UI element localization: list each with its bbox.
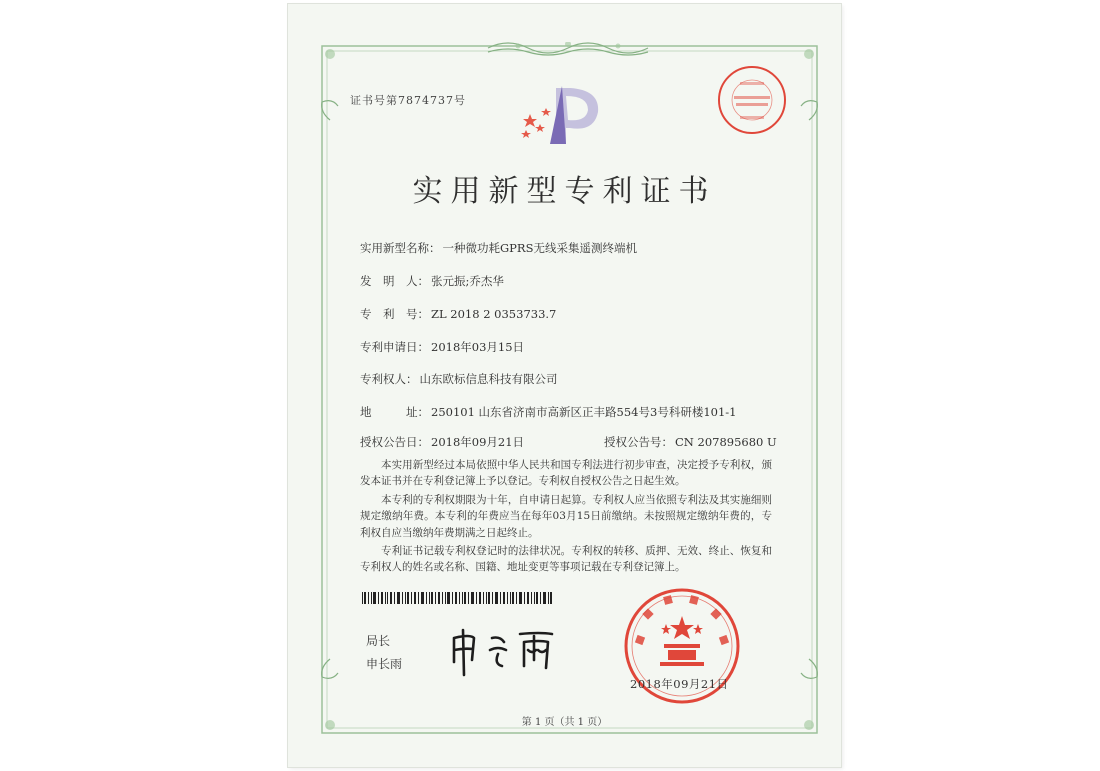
field-value: 2018年03月15日 bbox=[431, 340, 525, 354]
patent-office-logo-icon bbox=[516, 82, 608, 148]
inventor-row bbox=[360, 273, 504, 289]
utility-model-name-row bbox=[360, 240, 637, 256]
handwritten-signature-icon bbox=[440, 620, 570, 680]
application-date-row bbox=[360, 339, 524, 355]
page-number: 第 1 页（共 1 页） bbox=[521, 717, 608, 728]
field-label: 发 明 人： bbox=[360, 274, 429, 288]
body-paragraph: 专利证书记载专利权登记时的法律状况。专利权的转移、质押、无效、终止、恢复和专利权人的姓名或名称、国籍、地址变更等事项记载在专利登记簿上。 bbox=[360, 545, 772, 574]
signatory-name: 申长雨 bbox=[366, 657, 403, 671]
field-label: 授权公告号： bbox=[604, 435, 673, 449]
certificate-number: 证书号第7874737号 bbox=[350, 94, 466, 107]
address-row bbox=[360, 404, 736, 420]
barcode-icon bbox=[362, 592, 552, 604]
field-label: 地 址： bbox=[360, 405, 429, 419]
field-value: 张元振;乔杰华 bbox=[431, 274, 504, 288]
field-value: 山东欧标信息科技有限公司 bbox=[419, 372, 558, 386]
field-value: 2018年09月21日 bbox=[431, 435, 525, 449]
field-value: CN 207895680 U bbox=[675, 435, 777, 449]
seal-date: 2018年09月21日 bbox=[630, 677, 729, 691]
field-label: 专 利 号： bbox=[360, 307, 429, 321]
page-title: 实用新型专利证书 bbox=[412, 174, 717, 209]
announcement-number-row bbox=[604, 434, 777, 450]
agency-stamp-icon bbox=[716, 64, 788, 136]
signatory-title: 局长 bbox=[366, 634, 391, 648]
patent-number-row bbox=[360, 306, 556, 322]
field-value: 250101 山东省济南市高新区正丰路554号3号科研楼101-1 bbox=[431, 405, 737, 419]
field-label: 实用新型名称： bbox=[360, 241, 441, 255]
announcement-date-row bbox=[360, 434, 524, 450]
field-value: 一种微功耗GPRS无线采集遥测终端机 bbox=[442, 241, 637, 255]
field-value: ZL 2018 2 0353733.7 bbox=[431, 307, 557, 321]
patentee-row bbox=[360, 371, 558, 387]
field-label: 授权公告日： bbox=[360, 435, 429, 449]
field-label: 专利申请日： bbox=[360, 340, 429, 354]
field-label: 专利权人： bbox=[360, 372, 418, 386]
body-paragraph: 本实用新型经过本局依照中华人民共和国专利法进行初步审查，决定授予专利权，颁发本证书并在专利登记簿上予以登记。专利权自授权公告之日起生效。 bbox=[360, 459, 772, 488]
certificate-body bbox=[360, 457, 772, 578]
body-paragraph: 本专利的专利权期限为十年，自申请日起算。专利权人应当依照专利法及其实施细则规定缴纳年费。本专利的年费应当在每年03月15日前缴纳。未按照规定缴纳年费的，专利权自应当缴纳年费期满之日起终止。 bbox=[360, 493, 772, 539]
